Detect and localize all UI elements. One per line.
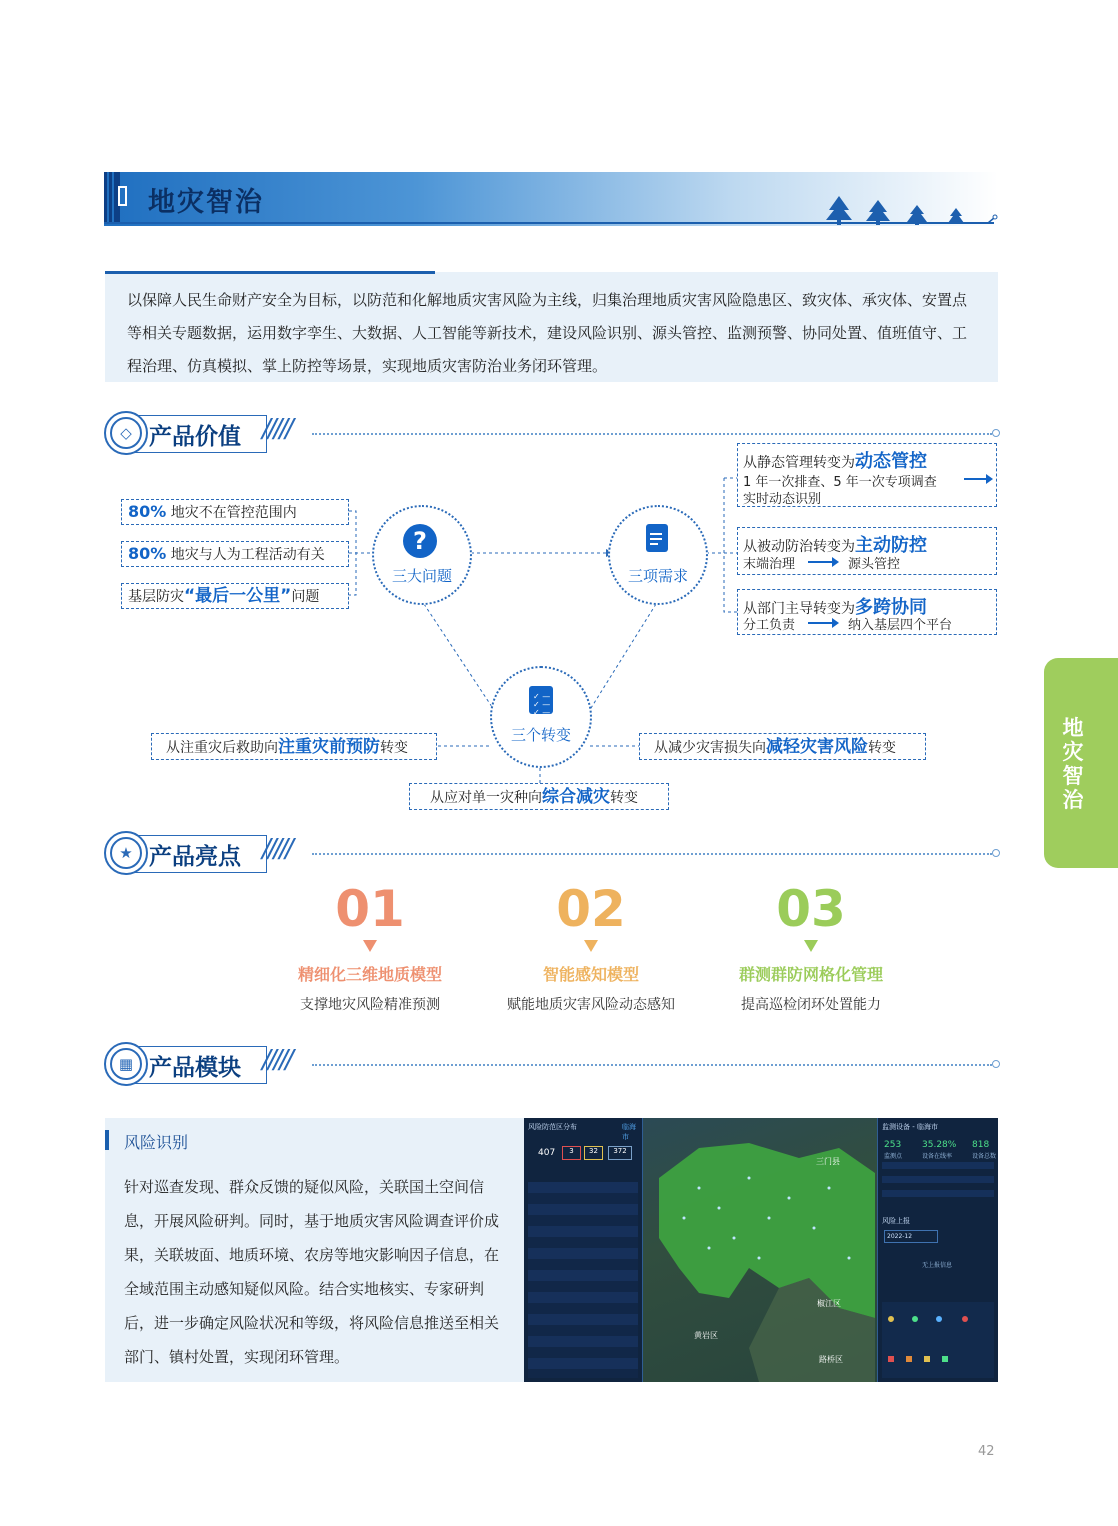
- map-label: 黄岩区: [694, 1331, 718, 1340]
- highlight-number: 03: [776, 880, 846, 938]
- left-panel: 风险防范区分布 临海市 407 3 32 372: [524, 1118, 643, 1382]
- need-box-3: 从部门主导转变为多跨协同 分工负责 纳入基层四个平台: [737, 589, 997, 635]
- highlight-desc: 赋能地质灾害风险动态感知: [507, 997, 675, 1013]
- highlight-title: 群测群防网格化管理: [738, 965, 883, 984]
- map-region: [639, 1118, 877, 1382]
- need-box-2: 从被动防治转变为主动防控 末端治理 源头管控: [737, 527, 997, 575]
- page-title: 地灾智治: [148, 187, 264, 218]
- section-title-value: 产品价值: [149, 424, 241, 450]
- page-number: 42: [978, 1444, 995, 1459]
- arrow-head-icon: [832, 618, 839, 628]
- problem-box-3: 基层防灾“最后一公里”问题: [121, 583, 349, 609]
- highlight-desc: 提高巡检闭环处置能力: [741, 997, 881, 1013]
- circle-shifts: [490, 666, 592, 768]
- highlight-title: 精细化三维地质模型: [297, 965, 442, 984]
- slash-decoration-icon: /////: [262, 834, 291, 864]
- checklist-icon: ✓ — ✓ — ✓ —: [529, 686, 553, 714]
- section-dotted-line: [312, 853, 992, 855]
- module-text: 针对巡查发现、群众反馈的疑似风险，关联国土空间信息，开展风险研判。同时，基于地质灾害风险调查评价成果，关联坡面、地质环境、农房等地灾影响因子信息，在全域范围主动感知疑似风险。结合实地核实、专家研判后，进一步确定风险状况和等级，将风险信息推送至相关部门、镇村处置，实现闭环管理。: [124, 1178, 500, 1366]
- highlight-title: 智能感知模型: [542, 965, 639, 984]
- highlight-item-2: [481, 880, 701, 1014]
- problem-box-2: 80% 地灾与人为工程活动有关: [121, 541, 349, 567]
- triangle-down-icon: [804, 940, 818, 952]
- diamond-icon: ◇: [104, 411, 148, 455]
- map-label: 路桥区: [819, 1355, 843, 1364]
- device-stats-table: [882, 1162, 994, 1202]
- dashboard-screenshot: [524, 1118, 998, 1382]
- triangle-down-icon: [584, 940, 598, 952]
- arrow-head-icon: [986, 474, 993, 484]
- arrow-head-icon: [832, 557, 839, 567]
- section-dotted-line: [312, 1064, 992, 1066]
- highlight-number: 01: [335, 880, 405, 938]
- map-label: 椒江区: [817, 1299, 841, 1308]
- circle-label-shifts: 三个转变: [510, 726, 571, 744]
- highlight-desc: 支撑地灾风险精准预测: [300, 997, 440, 1013]
- circle-needs: [608, 505, 708, 605]
- slash-decoration-icon: /////: [262, 1045, 291, 1075]
- arrow-right-icon: [808, 622, 834, 624]
- badge-icon: ★: [104, 831, 148, 875]
- circle-label-problems: 三大问题: [391, 567, 452, 585]
- side-tab-label: 地灾智治: [1062, 716, 1084, 812]
- circle-problems: [372, 505, 472, 605]
- problem-box-1: 80% 地灾不在管控范围内: [121, 499, 349, 525]
- data-table: [528, 1182, 638, 1378]
- slash-decoration-icon: /////: [262, 414, 291, 444]
- module-title-mark: [105, 1130, 109, 1150]
- intro-text: 以保障人民生命财产安全为目标，以防范和化解地质灾害风险为主线，归集治理地质灾害风险隐患区、致灾体、承灾体、安置点等相关专题数据，运用数字孪生、大数据、人工智能等新技术，建设风险识别、源头管控、监测预警、协同处置、值班值守、工程治理、仿真模拟、掌上防控等场景，实现地质灾害防治业务闭环管理。: [127, 291, 968, 375]
- question-icon: ?: [403, 524, 437, 558]
- shift-box-1: 从注重灾后救助向注重灾前预防转变: [151, 733, 437, 760]
- right-panel: 监测设备 - 临海市 253 监测点 35.28% 设备在线率 818 设备总数 风险上报 2022-12 无上报信息: [877, 1118, 998, 1382]
- module-title: 风险识别: [124, 1133, 189, 1152]
- line-end-dot-icon: [992, 849, 1000, 857]
- document-edit-icon: [646, 524, 668, 552]
- highlight-item-1: [260, 880, 480, 1014]
- line-end-dot-icon: [992, 1060, 1000, 1068]
- legend-panel: [882, 1302, 994, 1378]
- circle-label-needs: 三项需求: [627, 567, 688, 585]
- highlight-item-3: [701, 880, 921, 1014]
- arrow-right-icon: [808, 561, 834, 563]
- shift-box-3: 从应对单一灾种向综合减灾转变: [409, 783, 669, 810]
- section-title-modules: 产品模块: [149, 1055, 241, 1081]
- shift-box-2: 从减少灾害损失向减轻灾害风险转变: [639, 733, 926, 760]
- map-label: 三门县: [816, 1157, 840, 1166]
- grid-icon: ▦: [104, 1042, 148, 1086]
- need-box-1: 从静态管理转变为动态管控 1 年一次排查、5 年一次专项调查 实时动态识别: [737, 443, 997, 507]
- highlight-number: 02: [556, 880, 626, 938]
- section-title-highlights: 产品亮点: [149, 844, 241, 870]
- triangle-down-icon: [363, 940, 377, 952]
